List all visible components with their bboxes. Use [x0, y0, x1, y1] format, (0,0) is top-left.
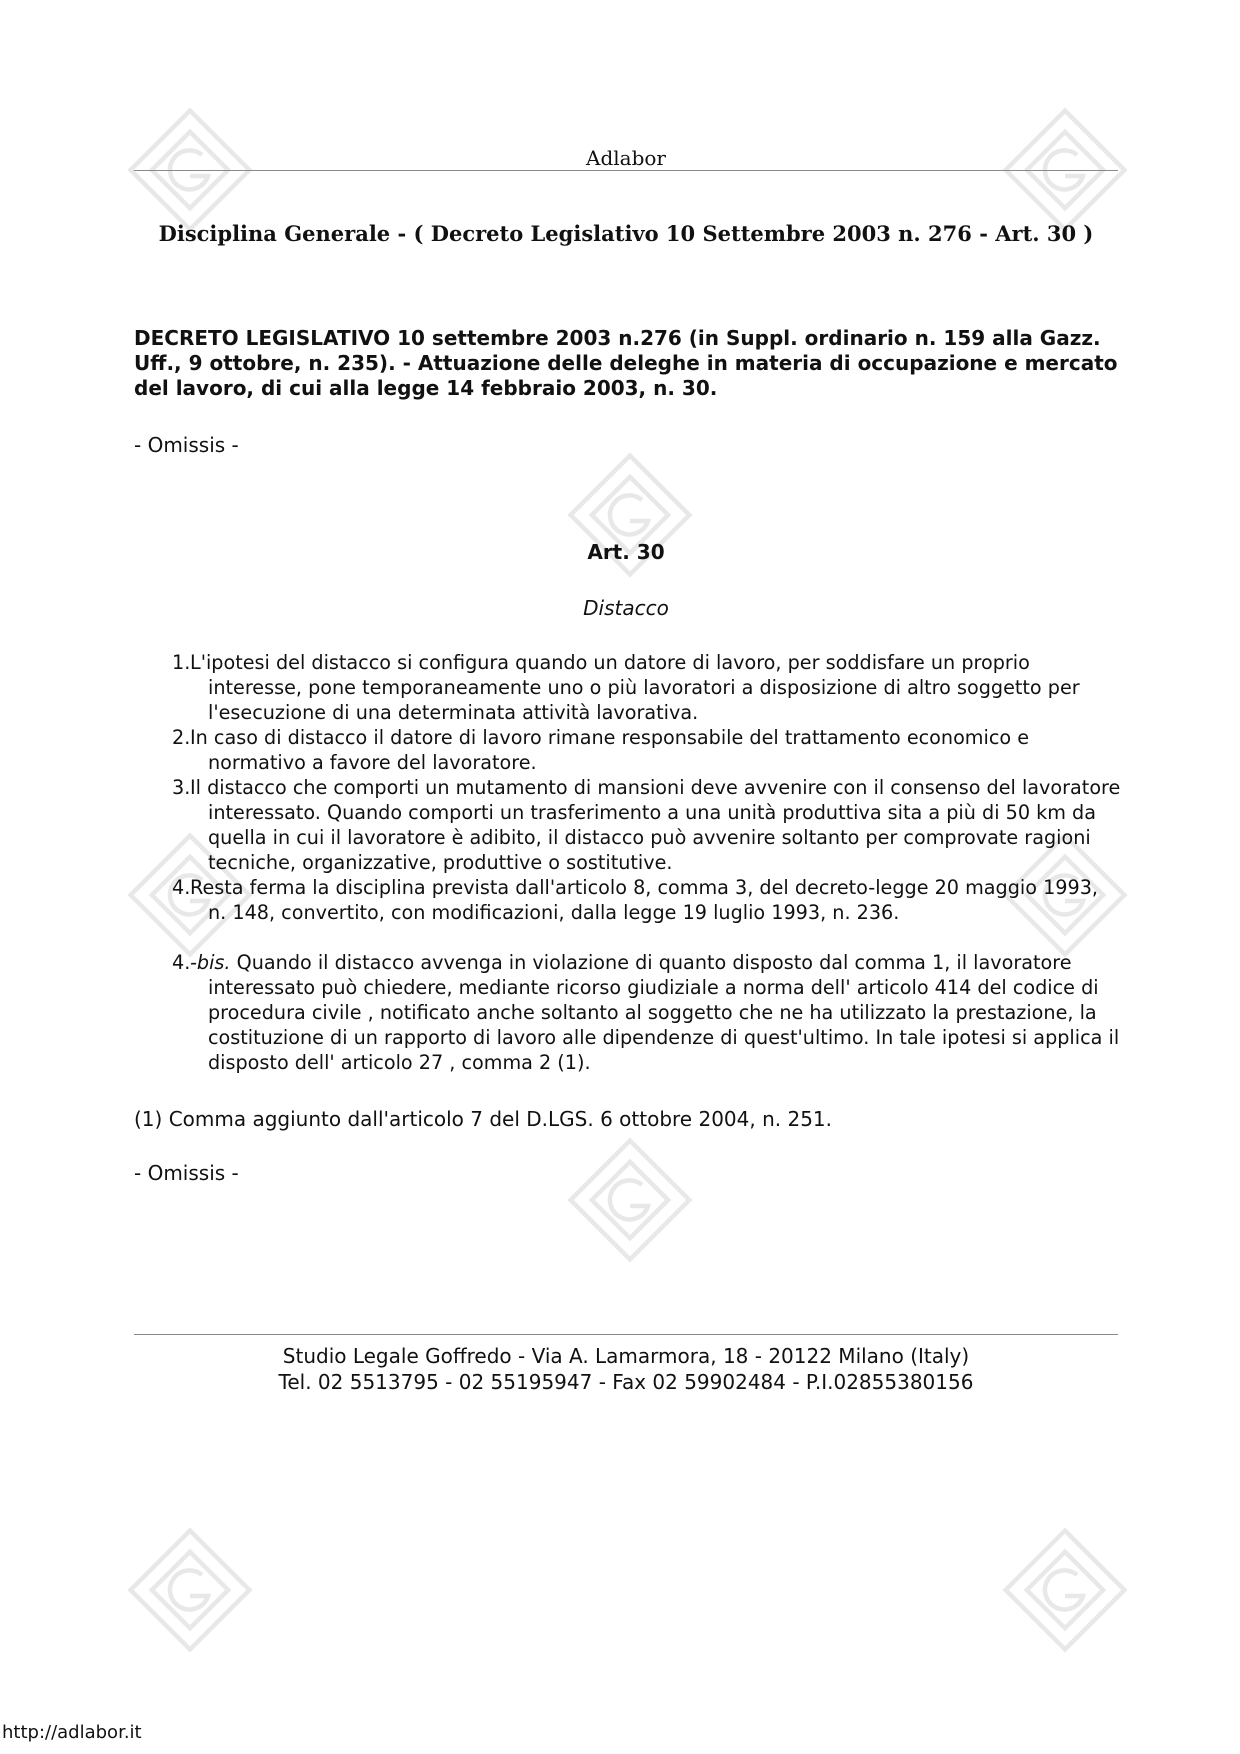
- article-clauses: [172, 650, 1122, 1075]
- article-subtitle: Distacco: [583, 596, 669, 620]
- clause-number: 3.: [172, 776, 191, 799]
- clause-number: 4.: [172, 951, 191, 974]
- footer-line-1: Studio Legale Goffredo - Via A. Lamarmora, 18 - 20122 Milano (Italy): [282, 1344, 970, 1368]
- watermark-logo-icon: [115, 1515, 265, 1665]
- clause-bis-label: -bis.: [190, 951, 231, 974]
- footer-rule: [134, 1334, 1118, 1335]
- site-url-link[interactable]: http://adlabor.it: [2, 1722, 142, 1743]
- clause-number: 1.: [172, 651, 191, 674]
- document-title: Disciplina Generale - ( Decreto Legislativo 10 Settembre 2003 n. 276 - Art. 30 ): [158, 221, 1094, 246]
- header-brand: Adlabor: [586, 146, 666, 170]
- decree-heading: DECRETO LEGISLATIVO 10 settembre 2003 n.276 (in Suppl. ordinario n. 159 alla Gazz. Uff., 9 ottobre, n. 235). - Attuazione delle deleghe in materia di occupazione e mercato del lavoro, di cui alla legge 14 febbraio 2003, n. 30.: [134, 326, 1118, 400]
- clause-1: [172, 650, 1122, 725]
- article-number: Art. 30: [587, 540, 665, 564]
- watermark-logo-icon: [555, 1125, 705, 1275]
- clause-number: 4.: [172, 876, 191, 899]
- clause-3: [172, 775, 1122, 875]
- clause-text: Il distacco che comporti un mutamento di mansioni deve avvenire con il consenso del lavoratore interessato. Quando comporti un trasferimento a una unità produttiva sita a più di 50 km da quella in cui il lavoratore è adibito, il distacco può avvenire soltanto per comprovate ragioni tecniche, organizzative, produttive o sostitutive.: [190, 776, 1121, 874]
- clause-number: 2.: [172, 726, 191, 749]
- clause-text: Resta ferma la disciplina prevista dall'articolo 8, comma 3, del decreto-legge 20 maggio 1993, n. 148, convertito, con modificazioni, dalla legge 19 luglio 1993, n. 236.: [190, 876, 1099, 924]
- clause-text: [190, 950, 1122, 1075]
- omissis-bottom: - Omissis -: [134, 1161, 239, 1185]
- header-rule: [134, 170, 1118, 171]
- footer-line-2: Tel. 02 5513795 - 02 55195947 - Fax 02 59902484 - P.I.02855380156: [278, 1370, 974, 1394]
- clause-text: In caso di distacco il datore di lavoro rimane responsabile del trattamento economico e normativo a favore del lavoratore.: [190, 726, 1030, 774]
- clause-4-bis: [172, 950, 1122, 1075]
- watermark-logo-icon: [990, 1515, 1140, 1665]
- omissis-top: - Omissis -: [134, 433, 239, 457]
- footnote: (1) Comma aggiunto dall'articolo 7 del D.LGS. 6 ottobre 2004, n. 251.: [134, 1107, 832, 1131]
- clause-4: [172, 875, 1122, 925]
- watermark-logo-icon: [555, 440, 705, 590]
- clause-bis-text: Quando il distacco avvenga in violazione di quanto disposto dal comma 1, il lavoratore interessato può chiedere, mediante ricorso giudiziale a norma dell' articolo 414 del codice di procedura civile , notificato anche soltanto al soggetto che ne ha utilizzato la prestazione, la costituzione di un rapporto di lavoro alle dipendenze di quest'ultimo. In tale ipotesi si applica il disposto dell' articolo 27 , comma 2 (1).: [208, 951, 1120, 1074]
- footer-address: [134, 1343, 1118, 1395]
- clause-2: [172, 725, 1122, 775]
- clause-text: L'ipotesi del distacco si configura quando un datore di lavoro, per soddisfare un proprio interesse, pone temporaneamente uno o più lavoratori a disposizione di altro soggetto per l'esecuzione di una determinata attività lavorativa.: [190, 651, 1080, 724]
